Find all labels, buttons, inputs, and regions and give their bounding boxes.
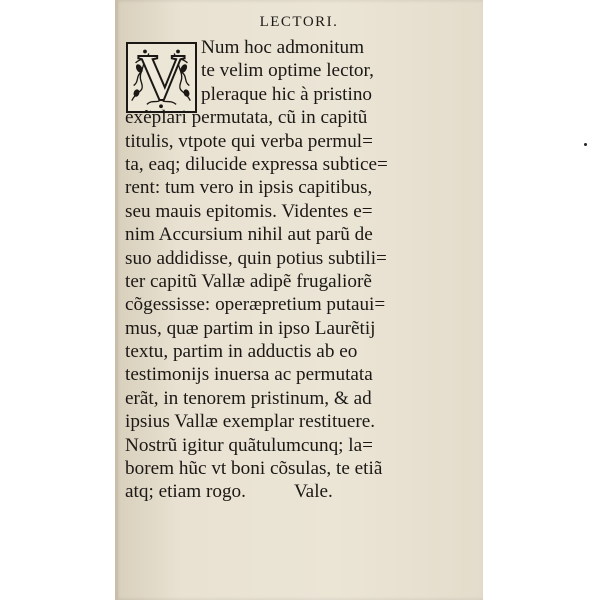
text-line: cõgessisse: operæpretium putaui=	[125, 294, 386, 316]
closing-request: atq; etiam rogo.	[125, 481, 246, 503]
text-line: titulis, vtpote qui verba permul=	[125, 130, 373, 152]
text-line: suo addidisse, quin potius subtili=	[125, 247, 387, 269]
text-line: erãt, in tenorem pristinum, & ad	[125, 387, 372, 409]
text-line: Nostrũ igitur quãtulumcunq; la=	[125, 434, 373, 456]
text-line: nim Accursium nihil aut parũ de	[125, 224, 373, 246]
book-page	[115, 0, 483, 600]
body-text	[125, 36, 470, 504]
running-head: LECTORI.	[259, 14, 339, 30]
text-line: textu, partim in adductis ab eo	[125, 341, 358, 363]
text-line: mus, quæ partim in ipso Laurẽtij	[125, 317, 376, 339]
text-line: seu mauis epitomis. Videntes e=	[125, 200, 373, 222]
text-line: rent: tum vero in ipsis capitibus,	[125, 177, 373, 199]
text-line: testimonijs inuersa ac permutata	[125, 364, 373, 386]
drop-cap-letter: V	[137, 42, 186, 113]
text-line: ipsius Vallæ exemplar restituere.	[125, 411, 376, 433]
text-line: exẽplari permutata, cũ in capitũ	[125, 107, 368, 129]
closing-vale: Vale.	[293, 481, 333, 503]
text-line: pleraque hic à pristino	[201, 83, 373, 105]
paper-speck	[584, 143, 587, 146]
text-line-final	[125, 480, 470, 503]
text-line: Num hoc admonitum	[201, 37, 365, 58]
page-gutter	[115, 0, 118, 600]
text-line: ter capitũ Vallæ adipẽ frugaliorẽ	[125, 270, 372, 292]
text-line: borem hũc vt boni cõsulas, te etiã	[125, 458, 383, 480]
text-line: ta, eaq; dilucide expressa subtice=	[125, 153, 388, 175]
text-line: te velim optime lector,	[201, 60, 374, 82]
